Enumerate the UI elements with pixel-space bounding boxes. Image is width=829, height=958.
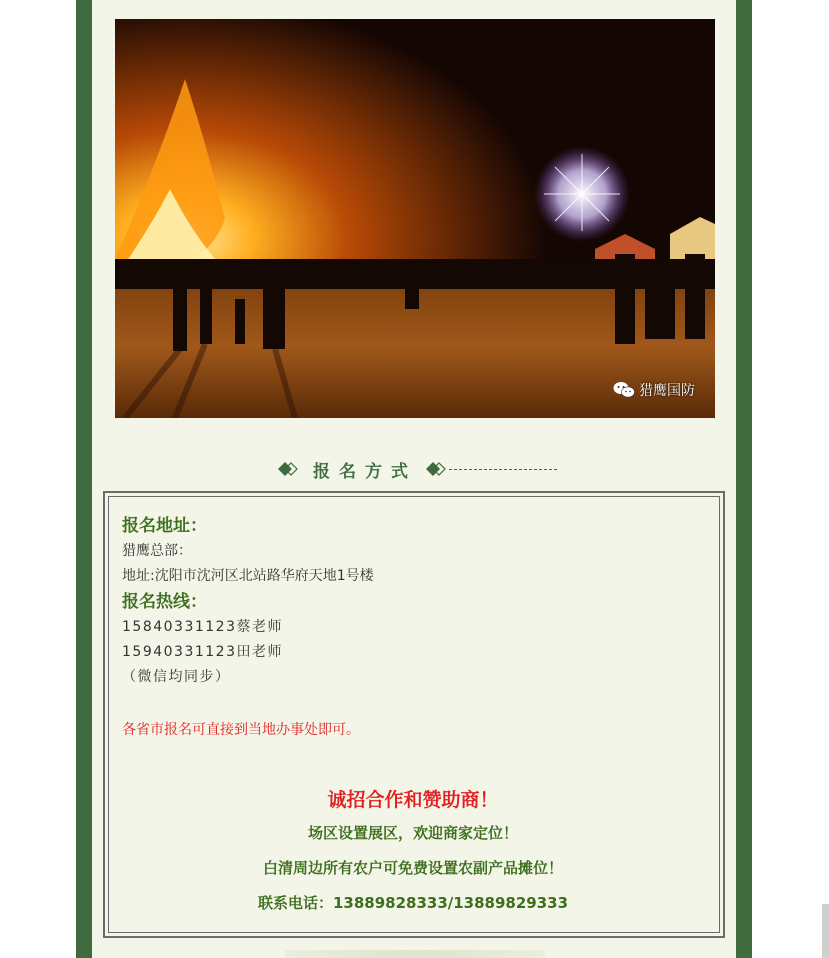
watermark (613, 380, 695, 400)
hq-label: 猎鹰总部： (122, 543, 192, 559)
watermark-label: 猎鹰国防 (639, 383, 695, 399)
section-title: 报名方式 (313, 461, 417, 482)
hotline-heading: 报名热线： (122, 592, 207, 612)
address-text: 地址:沈阳市沈河区北站路华府天地1号楼 (122, 568, 374, 584)
exhibit-line: 场区设置展区，欢迎商家定位！ (307, 824, 518, 842)
next-section-peek (285, 950, 545, 958)
sponsor-contact-phone[interactable]: 联系电话：13889828333/13889829333 (257, 894, 569, 912)
phone-contact-2[interactable]: 15940331123田老师 (122, 644, 283, 660)
spacer (122, 690, 702, 718)
address-heading: 报名地址： (122, 516, 207, 536)
section-header (277, 456, 557, 482)
bonfire-fireworks-photo (115, 19, 715, 418)
wechat-note: （微信均同步） (122, 669, 231, 685)
diamond-icon (277, 459, 299, 479)
scrollbar-thumb[interactable] (822, 904, 829, 958)
registration-info-box (103, 491, 725, 938)
province-note: 各省市报名可直接到当地办事处即可。 (122, 722, 360, 738)
sponsor-headline: 诚招合作和赞助商！ (327, 789, 499, 811)
phone-contact-1[interactable]: 15840331123蔡老师 (122, 619, 283, 635)
farmer-stall-line: 白清周边所有农户可免费设置农副产品摊位！ (262, 859, 563, 877)
dashed-divider (449, 469, 557, 470)
wechat-icon (613, 381, 635, 399)
photo-illustration (115, 19, 715, 418)
diamond-icon (425, 459, 447, 479)
registration-details (122, 513, 702, 742)
